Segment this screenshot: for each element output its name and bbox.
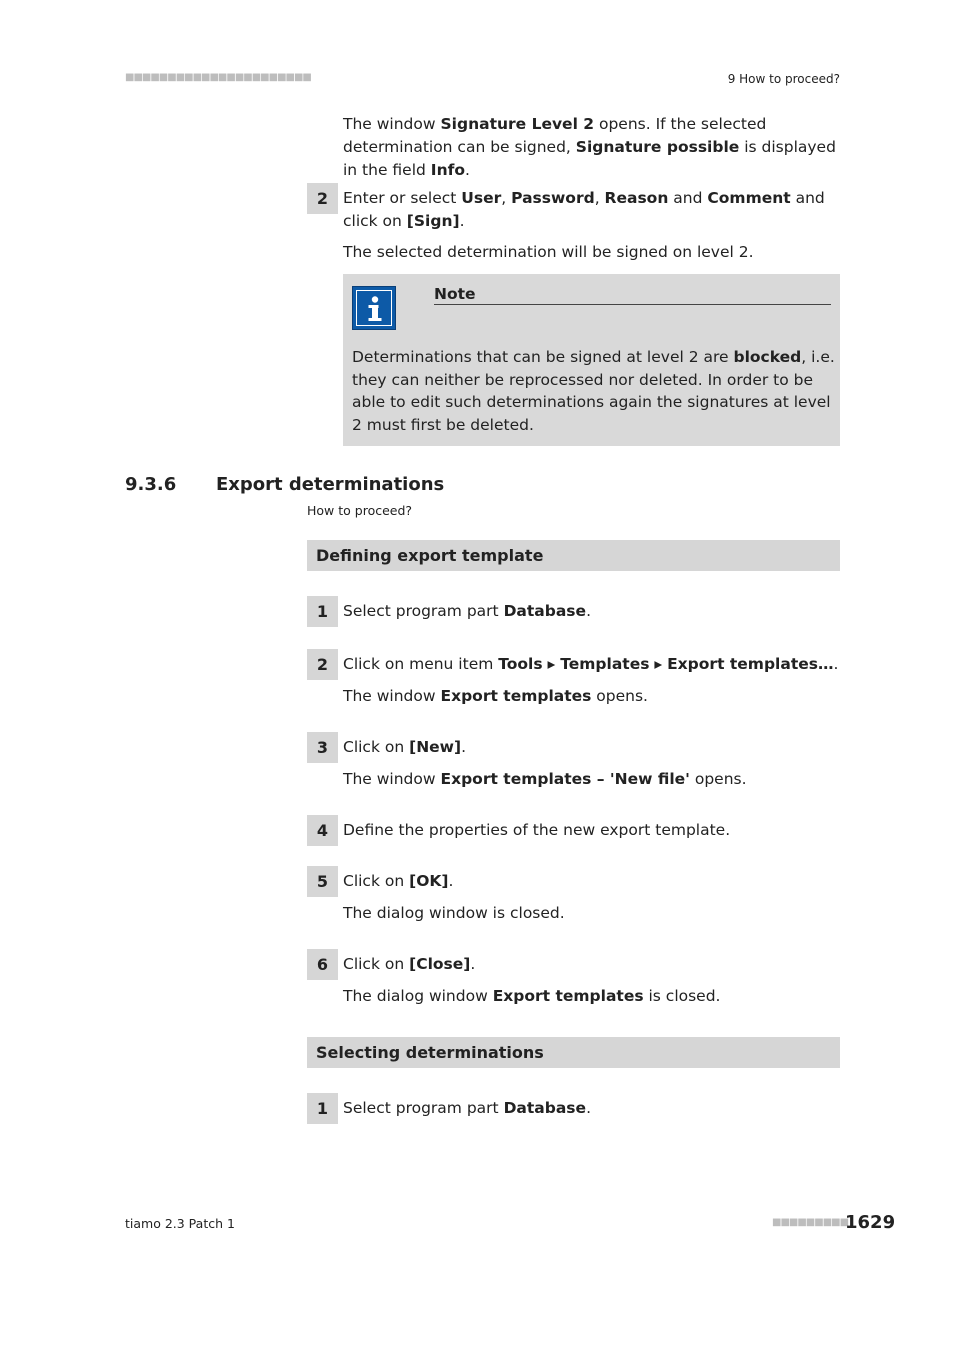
defining-step-result: The dialog window Export templates is closed. (343, 987, 721, 1005)
defining-step-text: Click on [New]. (343, 738, 467, 756)
selecting-step-number: 1 (307, 1093, 338, 1124)
defining-step-text: Select program part Database. (343, 602, 591, 620)
footer-product: tiamo 2.3 Patch 1 (125, 1216, 235, 1231)
note-title: Note (434, 285, 831, 305)
note-text: Determinations that can be signed at level 2 are blocked, i.e. they can neither be reprocessed nor deleted. In order to be able to edit such determinations again the signatures at level 2 must first be deleted. (352, 348, 835, 434)
defining-step-number: 6 (307, 949, 338, 980)
defining-step-text: Click on [OK]. (343, 872, 454, 890)
page-number: 1629 (845, 1212, 896, 1233)
header-chapter: 9 How to proceed? (727, 72, 840, 86)
section-subtitle: How to proceed? (307, 503, 413, 518)
defining-step-text: Define the properties of the new export template. (343, 821, 731, 839)
section-number: 9.3.6 (125, 474, 177, 495)
note-box (343, 274, 840, 446)
intro-paragraph: The window Signature Level 2 opens. If the selected determination can be signed, Signature possible is displayed in the field Info. (343, 115, 836, 179)
defining-step-text: Click on menu item Tools ▸ Templates ▸ Export templates…. (343, 655, 839, 673)
defining-step-result: The window Export templates – 'New file' opens. (343, 770, 747, 788)
step-number: 2 (307, 183, 338, 214)
footer-decoration: ■■■■■■■■■ (772, 1217, 849, 1228)
selecting-step-text: Select program part Database. (343, 1099, 591, 1117)
step-text: Enter or select User, Password, Reason and Comment and click on [Sign]. (343, 189, 825, 230)
defining-step-number: 1 (307, 596, 338, 627)
defining-step-text: Click on [Close]. (343, 955, 476, 973)
defining-step-number: 2 (307, 649, 338, 680)
defining-step-number: 3 (307, 732, 338, 763)
header-decoration: ■■■■■■■■■■■■■■■■■■■■■■ (125, 72, 311, 83)
section-title: Export determinations (216, 474, 445, 495)
selecting-title-bar: Selecting determinations (307, 1037, 840, 1068)
step-result: The selected determination will be signed on level 2. (343, 243, 754, 261)
defining-step-result: The dialog window is closed. (343, 904, 565, 922)
info-icon (352, 286, 396, 330)
defining-title-bar: Defining export template (307, 540, 840, 571)
defining-step-number: 5 (307, 866, 338, 897)
defining-step-result: The window Export templates opens. (343, 687, 648, 705)
defining-step-number: 4 (307, 815, 338, 846)
